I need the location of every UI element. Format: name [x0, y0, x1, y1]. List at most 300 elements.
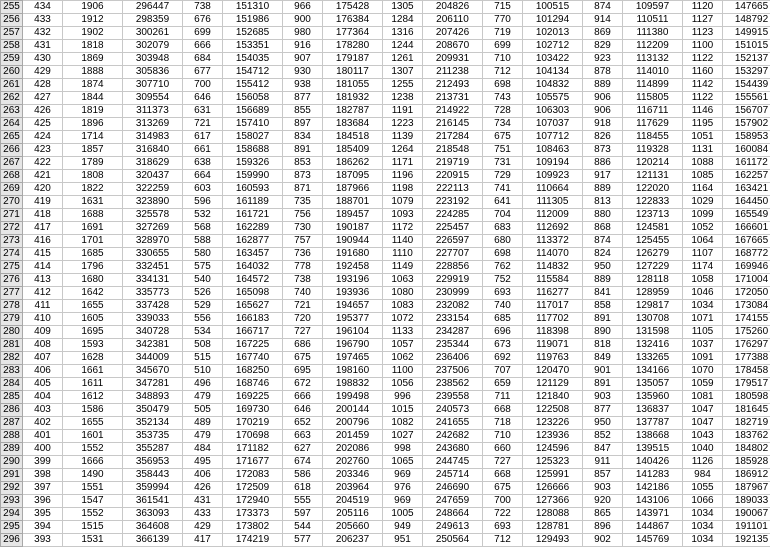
table-cell[interactable]: 248664 [423, 508, 483, 521]
table-cell[interactable]: 173084 [723, 300, 770, 313]
table-cell[interactable]: 161721 [223, 209, 283, 222]
table-cell[interactable]: 199498 [323, 391, 383, 404]
table-cell[interactable]: 1122 [683, 92, 723, 105]
table-cell[interactable]: 180598 [723, 391, 770, 404]
table-cell[interactable]: 740 [283, 287, 323, 300]
table-cell[interactable]: 166183 [223, 313, 283, 326]
table-cell[interactable]: 198832 [323, 378, 383, 391]
table-cell[interactable]: 740 [483, 300, 523, 313]
table-cell[interactable]: 532 [183, 209, 223, 222]
table-cell[interactable]: 166601 [723, 222, 770, 235]
table-cell[interactable]: 223192 [423, 196, 483, 209]
table-cell[interactable]: 203964 [323, 482, 383, 495]
table-cell[interactable]: 115805 [623, 92, 683, 105]
table-cell[interactable]: 568 [183, 222, 223, 235]
table-cell[interactable]: 631 [183, 105, 223, 118]
table-cell[interactable]: 1819 [63, 105, 123, 118]
table-cell[interactable]: 220915 [423, 170, 483, 183]
table-cell[interactable]: 698 [483, 79, 523, 92]
table-cell[interactable]: 1547 [63, 495, 123, 508]
table-cell[interactable]: 1307 [383, 66, 423, 79]
table-cell[interactable]: 586 [283, 469, 323, 482]
row-header[interactable]: 269 [1, 183, 23, 196]
table-cell[interactable]: 1912 [63, 14, 123, 27]
table-cell[interactable]: 332451 [123, 261, 183, 274]
table-cell[interactable]: 179187 [323, 53, 383, 66]
table-cell[interactable]: 1223 [383, 118, 423, 131]
table-cell[interactable]: 163421 [723, 183, 770, 196]
table-cell[interactable]: 159990 [223, 170, 283, 183]
table-cell[interactable]: 130708 [623, 313, 683, 326]
table-cell[interactable]: 580 [183, 248, 223, 261]
table-cell[interactable]: 330655 [123, 248, 183, 261]
table-cell[interactable]: 345670 [123, 365, 183, 378]
table-cell[interactable]: 727 [483, 456, 523, 469]
table-cell[interactable]: 685 [483, 313, 523, 326]
table-cell[interactable]: 305836 [123, 66, 183, 79]
table-cell[interactable]: 877 [283, 92, 323, 105]
table-cell[interactable]: 1052 [683, 222, 723, 235]
table-cell[interactable]: 350479 [123, 404, 183, 417]
table-cell[interactable]: 189457 [323, 209, 383, 222]
table-cell[interactable]: 917 [583, 170, 623, 183]
table-cell[interactable]: 188701 [323, 196, 383, 209]
table-cell[interactable]: 113372 [523, 235, 583, 248]
table-cell[interactable]: 778 [283, 261, 323, 274]
table-cell[interactable]: 1066 [683, 495, 723, 508]
table-cell[interactable]: 1655 [63, 417, 123, 430]
table-cell[interactable]: 196790 [323, 339, 383, 352]
row-header[interactable]: 261 [1, 79, 23, 92]
table-cell[interactable]: 128118 [623, 274, 683, 287]
row-header[interactable]: 279 [1, 313, 23, 326]
table-cell[interactable]: 1088 [683, 157, 723, 170]
table-cell[interactable]: 176297 [723, 339, 770, 352]
table-cell[interactable]: 184802 [723, 443, 770, 456]
table-cell[interactable]: 109923 [523, 170, 583, 183]
table-cell[interactable]: 169730 [223, 404, 283, 417]
table-cell[interactable]: 399 [23, 456, 63, 469]
table-cell[interactable]: 125323 [523, 456, 583, 469]
table-cell[interactable]: 419 [23, 196, 63, 209]
table-cell[interactable]: 1005 [383, 508, 423, 521]
table-cell[interactable]: 1714 [63, 131, 123, 144]
table-cell[interactable]: 556 [183, 313, 223, 326]
table-cell[interactable]: 1043 [683, 430, 723, 443]
table-cell[interactable]: 735 [283, 196, 323, 209]
table-cell[interactable]: 298359 [123, 14, 183, 27]
table-cell[interactable]: 510 [183, 365, 223, 378]
table-cell[interactable]: 190187 [323, 222, 383, 235]
table-cell[interactable]: 190067 [723, 508, 770, 521]
table-cell[interactable]: 950 [583, 261, 623, 274]
table-cell[interactable]: 757 [283, 235, 323, 248]
table-cell[interactable]: 588 [183, 235, 223, 248]
table-cell[interactable]: 151015 [723, 40, 770, 53]
table-cell[interactable]: 174155 [723, 313, 770, 326]
table-cell[interactable]: 901 [583, 365, 623, 378]
table-cell[interactable]: 683 [483, 222, 523, 235]
row-header[interactable]: 275 [1, 261, 23, 274]
table-cell[interactable]: 178280 [323, 40, 383, 53]
table-cell[interactable]: 1100 [683, 40, 723, 53]
table-cell[interactable]: 508 [183, 339, 223, 352]
table-cell[interactable]: 534 [183, 326, 223, 339]
table-cell[interactable]: 877 [583, 404, 623, 417]
table-cell[interactable]: 712 [483, 66, 523, 79]
table-cell[interactable]: 712 [483, 534, 523, 547]
table-cell[interactable]: 1869 [63, 53, 123, 66]
table-cell[interactable]: 348893 [123, 391, 183, 404]
table-cell[interactable]: 213731 [423, 92, 483, 105]
table-cell[interactable]: 157902 [723, 118, 770, 131]
table-cell[interactable]: 359994 [123, 482, 183, 495]
table-cell[interactable]: 105575 [523, 92, 583, 105]
table-cell[interactable]: 1593 [63, 339, 123, 352]
table-cell[interactable]: 1093 [383, 209, 423, 222]
table-cell[interactable]: 187095 [323, 170, 383, 183]
table-cell[interactable]: 109597 [623, 1, 683, 14]
table-cell[interactable]: 886 [583, 157, 623, 170]
table-cell[interactable]: 505 [183, 404, 223, 417]
table-cell[interactable]: 185409 [323, 144, 383, 157]
table-cell[interactable]: 869 [583, 27, 623, 40]
table-cell[interactable]: 108463 [523, 144, 583, 157]
table-cell[interactable]: 114832 [523, 261, 583, 274]
table-cell[interactable]: 242682 [423, 430, 483, 443]
row-header[interactable]: 266 [1, 144, 23, 157]
table-cell[interactable]: 575 [183, 261, 223, 274]
table-cell[interactable]: 741 [483, 183, 523, 196]
table-cell[interactable]: 762 [483, 261, 523, 274]
row-header[interactable]: 255 [1, 1, 23, 14]
table-cell[interactable]: 203346 [323, 469, 383, 482]
table-cell[interactable]: 826 [583, 131, 623, 144]
table-cell[interactable]: 1107 [683, 248, 723, 261]
table-cell[interactable]: 192458 [323, 261, 383, 274]
table-cell[interactable]: 414 [23, 261, 63, 274]
table-cell[interactable]: 727 [283, 326, 323, 339]
table-cell[interactable]: 307710 [123, 79, 183, 92]
table-cell[interactable]: 663 [283, 430, 323, 443]
row-header[interactable]: 257 [1, 27, 23, 40]
table-cell[interactable]: 1628 [63, 352, 123, 365]
table-cell[interactable]: 434 [23, 1, 63, 14]
table-cell[interactable]: 998 [383, 443, 423, 456]
row-header[interactable]: 258 [1, 40, 23, 53]
table-cell[interactable]: 903 [583, 391, 623, 404]
table-cell[interactable]: 201459 [323, 430, 383, 443]
table-cell[interactable]: 325578 [123, 209, 183, 222]
row-header[interactable]: 270 [1, 196, 23, 209]
table-cell[interactable]: 358443 [123, 469, 183, 482]
table-cell[interactable]: 241655 [423, 417, 483, 430]
table-cell[interactable]: 125991 [523, 469, 583, 482]
table-cell[interactable]: 235344 [423, 339, 483, 352]
table-cell[interactable]: 187966 [323, 183, 383, 196]
table-cell[interactable]: 237506 [423, 365, 483, 378]
table-cell[interactable]: 408 [23, 339, 63, 352]
table-cell[interactable]: 847 [583, 443, 623, 456]
table-cell[interactable]: 938 [283, 79, 323, 92]
table-cell[interactable]: 1065 [383, 456, 423, 469]
table-cell[interactable]: 214922 [423, 105, 483, 118]
table-cell[interactable]: 118398 [523, 326, 583, 339]
table-cell[interactable]: 200796 [323, 417, 383, 430]
table-cell[interactable]: 728 [483, 105, 523, 118]
table-cell[interactable]: 101294 [523, 14, 583, 27]
row-header[interactable]: 292 [1, 482, 23, 495]
table-cell[interactable]: 353735 [123, 430, 183, 443]
table-cell[interactable]: 123226 [523, 417, 583, 430]
table-cell[interactable]: 1195 [683, 118, 723, 131]
table-cell[interactable]: 204826 [423, 1, 483, 14]
table-cell[interactable]: 641 [483, 196, 523, 209]
table-cell[interactable]: 139515 [623, 443, 683, 456]
table-cell[interactable]: 225457 [423, 222, 483, 235]
table-cell[interactable]: 187967 [723, 482, 770, 495]
table-cell[interactable]: 117702 [523, 313, 583, 326]
table-cell[interactable]: 1099 [683, 209, 723, 222]
table-cell[interactable]: 165627 [223, 300, 283, 313]
table-cell[interactable]: 114010 [623, 66, 683, 79]
table-cell[interactable]: 1631 [63, 196, 123, 209]
table-cell[interactable]: 120470 [523, 365, 583, 378]
table-cell[interactable]: 756 [283, 209, 323, 222]
table-cell[interactable]: 698 [483, 248, 523, 261]
table-cell[interactable]: 113132 [623, 53, 683, 66]
table-cell[interactable]: 363093 [123, 508, 183, 521]
table-cell[interactable]: 117629 [623, 118, 683, 131]
row-header[interactable]: 277 [1, 287, 23, 300]
table-cell[interactable]: 177364 [323, 27, 383, 40]
table-cell[interactable]: 1691 [63, 222, 123, 235]
table-cell[interactable]: 675 [483, 131, 523, 144]
table-cell[interactable]: 700 [483, 495, 523, 508]
table-cell[interactable]: 246690 [423, 482, 483, 495]
table-cell[interactable]: 896 [583, 521, 623, 534]
table-cell[interactable]: 984 [683, 469, 723, 482]
table-cell[interactable]: 148792 [723, 14, 770, 27]
table-cell[interactable]: 156058 [223, 92, 283, 105]
table-cell[interactable]: 1081 [683, 391, 723, 404]
table-cell[interactable]: 1642 [63, 287, 123, 300]
table-cell[interactable]: 734 [483, 118, 523, 131]
table-cell[interactable]: 156689 [223, 105, 283, 118]
table-cell[interactable]: 661 [183, 144, 223, 157]
table-cell[interactable]: 1070 [683, 365, 723, 378]
table-cell[interactable]: 102712 [523, 40, 583, 53]
table-cell[interactable]: 178458 [723, 365, 770, 378]
table-cell[interactable]: 183762 [723, 430, 770, 443]
table-cell[interactable]: 112692 [523, 222, 583, 235]
table-cell[interactable]: 677 [183, 66, 223, 79]
table-cell[interactable]: 164572 [223, 274, 283, 287]
table-cell[interactable]: 1896 [63, 118, 123, 131]
table-cell[interactable]: 344009 [123, 352, 183, 365]
table-cell[interactable]: 684 [183, 53, 223, 66]
row-header[interactable]: 282 [1, 352, 23, 365]
table-cell[interactable]: 104134 [523, 66, 583, 79]
table-cell[interactable]: 902 [583, 534, 623, 547]
table-cell[interactable]: 116277 [523, 287, 583, 300]
table-cell[interactable]: 169946 [723, 261, 770, 274]
table-cell[interactable]: 123713 [623, 209, 683, 222]
table-cell[interactable]: 121129 [523, 378, 583, 391]
table-cell[interactable]: 1083 [383, 300, 423, 313]
table-cell[interactable]: 175260 [723, 326, 770, 339]
table-cell[interactable]: 186912 [723, 469, 770, 482]
row-header[interactable]: 259 [1, 53, 23, 66]
table-cell[interactable]: 303948 [123, 53, 183, 66]
table-cell[interactable]: 1531 [63, 534, 123, 547]
table-cell[interactable]: 239558 [423, 391, 483, 404]
table-cell[interactable]: 182719 [723, 417, 770, 430]
table-cell[interactable]: 162257 [723, 170, 770, 183]
table-cell[interactable]: 868 [583, 222, 623, 235]
table-cell[interactable]: 154712 [223, 66, 283, 79]
table-cell[interactable]: 250564 [423, 534, 483, 547]
table-cell[interactable]: 196104 [323, 326, 383, 339]
table-cell[interactable]: 1515 [63, 521, 123, 534]
table-cell[interactable]: 432 [23, 27, 63, 40]
table-cell[interactable]: 704 [483, 209, 523, 222]
table-cell[interactable]: 320437 [123, 170, 183, 183]
table-cell[interactable]: 153297 [723, 66, 770, 79]
table-cell[interactable]: 1133 [383, 326, 423, 339]
table-cell[interactable]: 118455 [623, 131, 683, 144]
table-cell[interactable]: 529 [183, 300, 223, 313]
table-cell[interactable]: 1064 [683, 235, 723, 248]
table-cell[interactable]: 151310 [223, 1, 283, 14]
table-cell[interactable]: 1611 [63, 378, 123, 391]
table-cell[interactable]: 417 [23, 222, 63, 235]
table-cell[interactable]: 949 [383, 521, 423, 534]
table-cell[interactable]: 405 [23, 378, 63, 391]
table-cell[interactable]: 109194 [523, 157, 583, 170]
table-cell[interactable]: 366139 [123, 534, 183, 547]
table-cell[interactable]: 347281 [123, 378, 183, 391]
table-cell[interactable]: 147665 [723, 1, 770, 14]
table-cell[interactable]: 166717 [223, 326, 283, 339]
table-cell[interactable]: 479 [183, 391, 223, 404]
table-cell[interactable]: 1160 [683, 66, 723, 79]
table-cell[interactable]: 172050 [723, 287, 770, 300]
table-cell[interactable]: 916 [283, 40, 323, 53]
table-cell[interactable]: 1906 [63, 1, 123, 14]
table-cell[interactable]: 930 [283, 66, 323, 79]
table-cell[interactable]: 129817 [623, 300, 683, 313]
table-cell[interactable]: 1120 [683, 1, 723, 14]
table-cell[interactable]: 752 [483, 274, 523, 287]
table-cell[interactable]: 171182 [223, 443, 283, 456]
table-cell[interactable]: 134166 [623, 365, 683, 378]
table-cell[interactable]: 1062 [383, 352, 423, 365]
table-cell[interactable]: 141283 [623, 469, 683, 482]
row-header[interactable]: 267 [1, 157, 23, 170]
row-header[interactable]: 276 [1, 274, 23, 287]
table-cell[interactable]: 673 [483, 339, 523, 352]
table-cell[interactable]: 355287 [123, 443, 183, 456]
table-cell[interactable]: 1057 [383, 339, 423, 352]
table-cell[interactable]: 155412 [223, 79, 283, 92]
table-cell[interactable]: 852 [583, 430, 623, 443]
table-cell[interactable]: 409 [23, 326, 63, 339]
table-cell[interactable]: 1888 [63, 66, 123, 79]
table-cell[interactable]: 208670 [423, 40, 483, 53]
row-header[interactable]: 287 [1, 417, 23, 430]
table-cell[interactable]: 107712 [523, 131, 583, 144]
table-cell[interactable]: 693 [483, 521, 523, 534]
table-cell[interactable]: 1100 [383, 365, 423, 378]
table-cell[interactable]: 185928 [723, 456, 770, 469]
table-cell[interactable]: 976 [383, 482, 423, 495]
table-cell[interactable]: 427 [23, 92, 63, 105]
table-cell[interactable]: 496 [183, 378, 223, 391]
table-cell[interactable]: 126279 [623, 248, 683, 261]
table-cell[interactable]: 228856 [423, 261, 483, 274]
table-cell[interactable]: 829 [583, 40, 623, 53]
table-cell[interactable]: 398 [23, 469, 63, 482]
table-cell[interactable]: 175428 [323, 1, 383, 14]
table-cell[interactable]: 489 [183, 417, 223, 430]
table-cell[interactable]: 137787 [623, 417, 683, 430]
table-cell[interactable]: 176384 [323, 14, 383, 27]
table-cell[interactable]: 393 [23, 534, 63, 547]
table-cell[interactable]: 200144 [323, 404, 383, 417]
table-cell[interactable]: 824 [583, 248, 623, 261]
table-cell[interactable]: 121840 [523, 391, 583, 404]
row-header[interactable]: 296 [1, 534, 23, 547]
table-cell[interactable]: 122833 [623, 196, 683, 209]
table-cell[interactable]: 1085 [683, 170, 723, 183]
table-cell[interactable]: 103422 [523, 53, 583, 66]
table-cell[interactable]: 426 [183, 482, 223, 495]
table-cell[interactable]: 666 [183, 40, 223, 53]
table-cell[interactable]: 135960 [623, 391, 683, 404]
table-cell[interactable]: 352134 [123, 417, 183, 430]
table-cell[interactable]: 202086 [323, 443, 383, 456]
table-cell[interactable]: 245714 [423, 469, 483, 482]
table-cell[interactable]: 195377 [323, 313, 383, 326]
table-cell[interactable]: 730 [283, 222, 323, 235]
table-cell[interactable]: 230999 [423, 287, 483, 300]
table-cell[interactable]: 212493 [423, 79, 483, 92]
table-cell[interactable]: 1055 [683, 482, 723, 495]
table-cell[interactable]: 1238 [383, 92, 423, 105]
table-cell[interactable]: 1072 [383, 313, 423, 326]
table-cell[interactable]: 858 [583, 300, 623, 313]
table-cell[interactable]: 117017 [523, 300, 583, 313]
table-cell[interactable]: 181932 [323, 92, 383, 105]
table-cell[interactable]: 911 [583, 456, 623, 469]
table-cell[interactable]: 674 [283, 456, 323, 469]
table-cell[interactable]: 156707 [723, 105, 770, 118]
table-cell[interactable]: 314983 [123, 131, 183, 144]
table-cell[interactable]: 140426 [623, 456, 683, 469]
table-cell[interactable]: 216145 [423, 118, 483, 131]
table-cell[interactable]: 309554 [123, 92, 183, 105]
table-cell[interactable]: 302079 [123, 40, 183, 53]
table-cell[interactable]: 526 [183, 287, 223, 300]
table-cell[interactable]: 891 [583, 378, 623, 391]
table-cell[interactable]: 618 [283, 482, 323, 495]
table-cell[interactable]: 897 [283, 118, 323, 131]
table-cell[interactable]: 1255 [383, 79, 423, 92]
table-cell[interactable]: 736 [283, 248, 323, 261]
table-cell[interactable]: 145769 [623, 534, 683, 547]
table-cell[interactable]: 144867 [623, 521, 683, 534]
